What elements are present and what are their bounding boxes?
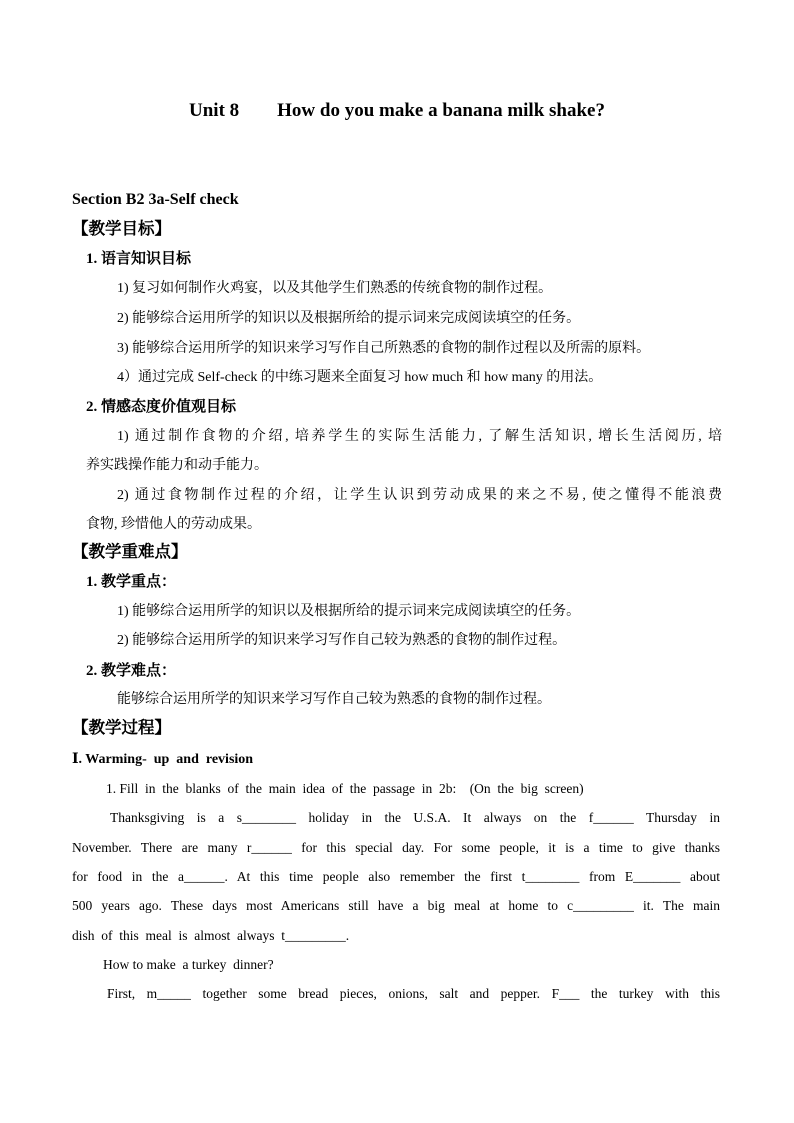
language-objective-item: 4）通过完成 Self-check 的中练习题来全面复习 how much 和 how many 的用法。 (117, 370, 603, 385)
language-objective-item: 3) 能够综合运用所学的知识来学习写作自己所熟悉的食物的制作过程以及所需的原料。 (117, 341, 651, 356)
fill-blanks-instruction: 1. Fill in the blanks of the main idea of the passage in 2b: (On the big screen) (106, 781, 584, 796)
turkey-question: How to make a turkey dinner? (103, 957, 274, 972)
emotion-objectives-heading: 2. 情感态度价值观目标 (86, 399, 237, 415)
passage-line: Thanksgiving is a s________ holiday in the U.S.A. It always on the f______ Thursday in (110, 810, 720, 825)
emotion-objective-line: 1) 通过制作食物的介绍, 培养学生的实际生活能力, 了解生活知识, 增长生活阅历, 培 (117, 429, 722, 444)
language-objective-item: 2) 能够综合运用所学的知识以及根据所给的提示词来完成阅读填空的任务。 (117, 311, 581, 326)
passage-line: for food in the a______. At this time people also remember the first t________ from E_______ about (72, 869, 720, 884)
emotion-objective-line: 养实践操作能力和动手能力。 (86, 458, 268, 473)
process-heading: 【教学过程】 (72, 718, 171, 737)
language-objectives-heading: 1. 语言知识目标 (86, 251, 192, 267)
key-points-heading: 【教学重难点】 (72, 542, 188, 561)
focus-item: 1) 能够综合运用所学的知识以及根据所给的提示词来完成阅读填空的任务。 (117, 604, 581, 619)
emotion-objective-line: 2) 通过食物制作过程的介绍，让学生认识到劳动成果的来之不易, 使之懂得不能浪费 (117, 488, 722, 503)
difficulty-text: 能够综合运用所学的知识来学习写作自己较为熟悉的食物的制作过程。 (117, 692, 551, 707)
objectives-heading: 【教学目标】 (72, 219, 171, 238)
title-unit: Unit 8 (189, 100, 240, 121)
warmup-heading: Ⅰ. Warming- up and revision (72, 752, 254, 767)
language-objective-item: 1) 复习如何制作火鸡宴，以及其他学生们熟悉的传统食物的制作过程。 (117, 281, 553, 296)
turkey-instruction-line: First, m_____ together some bread pieces, onions, salt and pepper. F___ the turkey with this (107, 986, 720, 1001)
emotion-objective-line: 食物, 珍惜他人的劳动成果。 (86, 517, 261, 532)
passage-line: November. There are many r______ for this special day. For some people, it is a time to give thanks (72, 840, 720, 855)
title-question: How do you make a banana milk shake? (277, 100, 605, 121)
difficulty-heading: 2. 教学难点： (86, 663, 177, 679)
page-title (0, 100, 794, 122)
passage-line: 500 years ago. These days most Americans still have a big meal at home to c_________ it. The main (72, 898, 720, 913)
focus-item: 2) 能够综合运用所学的知识来学习写作自己较为熟悉的食物的制作过程。 (117, 633, 567, 648)
section-heading: Section B2 3a-Self check (72, 191, 239, 208)
passage-line: dish of this meal is almost always t_________. (72, 928, 350, 943)
focus-heading: 1. 教学重点： (86, 574, 177, 590)
